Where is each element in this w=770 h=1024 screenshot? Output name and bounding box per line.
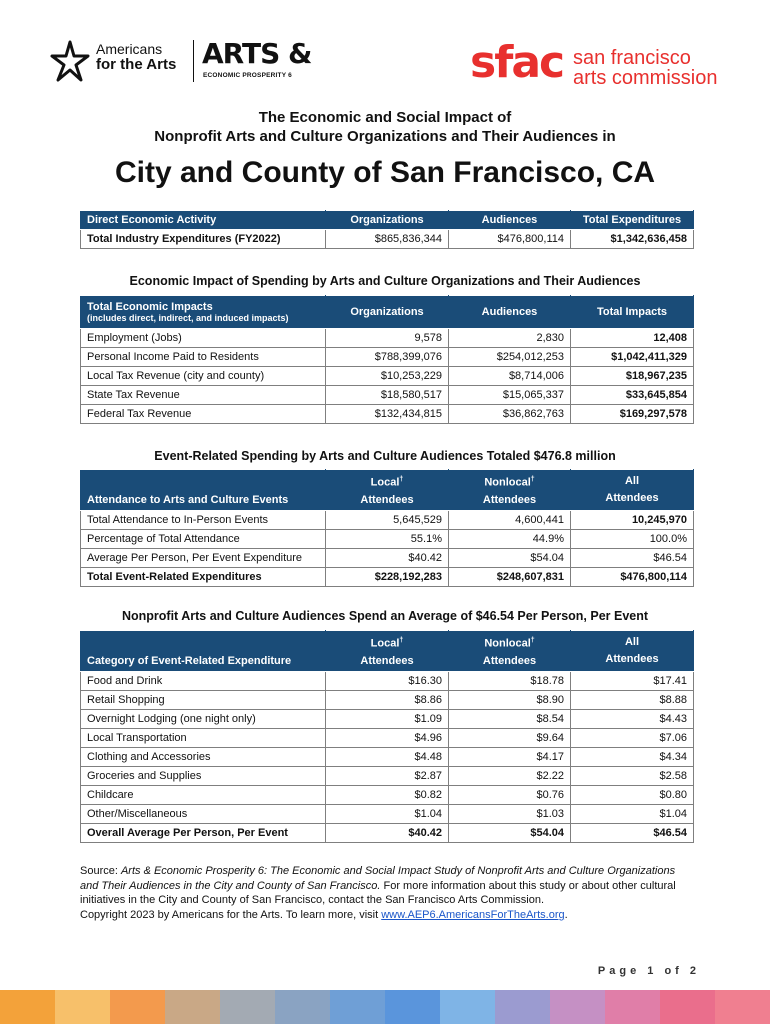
table-cell: Personal Income Paid to Residents: [81, 348, 326, 367]
table-cell: $228,192,283: [326, 568, 449, 587]
decor-tile: [220, 990, 275, 1024]
decor-tile: [550, 990, 605, 1024]
decorative-footer-band: [0, 990, 770, 1024]
decor-tile: [385, 990, 440, 1024]
all-attendees-header: [571, 631, 694, 672]
direct-economic-activity-table: [80, 210, 694, 249]
dagger: †: [399, 637, 404, 645]
table-cell: $33,645,854: [571, 386, 694, 405]
table-cell: $40.42: [326, 549, 449, 568]
table-cell: $1.04: [571, 805, 694, 824]
table-row: [81, 786, 694, 805]
table1-header: Total Expenditures: [571, 211, 694, 230]
table-cell: Clothing and Accessories: [81, 748, 326, 767]
table-cell: $46.54: [571, 549, 694, 568]
afta-line1: Americans: [96, 41, 163, 57]
decor-tile: [605, 990, 660, 1024]
copyright: [80, 909, 690, 921]
table-cell: Federal Tax Revenue: [81, 405, 326, 424]
table-cell: $16.30: [326, 672, 449, 691]
source-note: [80, 864, 690, 908]
header-line: Nonlocal: [484, 637, 531, 650]
table-cell: $476,800,114: [449, 230, 571, 249]
all-attendees-header: [571, 470, 694, 511]
decor-tile: [715, 990, 770, 1024]
table-cell: Retail Shopping: [81, 691, 326, 710]
header-line: Attendees: [482, 654, 537, 667]
table-cell: 2,830: [449, 329, 571, 348]
aep6-link[interactable]: www.AEP6.AmericansForTheArts.org: [381, 909, 565, 921]
decor-tile: [495, 990, 550, 1024]
table-cell: $2.87: [326, 767, 449, 786]
table-cell: $36,862,763: [449, 405, 571, 424]
table-cell: $8.90: [449, 691, 571, 710]
logo-divider: [193, 40, 194, 82]
table-cell: Total Event-Related Expenditures: [81, 568, 326, 587]
table-total-row: [81, 824, 694, 843]
afta-line2: for the Arts: [96, 56, 177, 73]
table-cell: $8.86: [326, 691, 449, 710]
table-cell: $15,065,337: [449, 386, 571, 405]
table-cell: $17.41: [571, 672, 694, 691]
table-cell: $4.48: [326, 748, 449, 767]
header-line: Attendees: [605, 492, 659, 504]
title-line1: The Economic and Social Impact of: [258, 109, 512, 126]
table3-header: Attendance to Arts and Culture Events: [81, 470, 326, 511]
table-cell: 55.1%: [326, 530, 449, 549]
table1-header: Audiences: [449, 211, 571, 230]
location-title: City and County of San Francisco, CA: [114, 156, 656, 189]
dagger: †: [530, 637, 535, 645]
table-cell: Food and Drink: [81, 672, 326, 691]
title-line2: Nonprofit Arts and Culture Organizations and Their Audiences in: [154, 128, 616, 145]
table-cell: $788,399,076: [326, 348, 449, 367]
table-cell: Other/Miscellaneous: [81, 805, 326, 824]
table-cell: Average Per Person, Per Event Expenditure: [81, 549, 326, 568]
table-row: [81, 329, 694, 348]
dagger: †: [530, 476, 535, 484]
table-cell: $1,342,636,458: [571, 230, 694, 249]
table-cell: $4.96: [326, 729, 449, 748]
table2-header: Audiences: [449, 296, 571, 329]
table-cell: 10,245,970: [571, 511, 694, 530]
table-cell: $865,836,344: [326, 230, 449, 249]
table-cell: Total Attendance to In-Person Events: [81, 511, 326, 530]
table-cell: $254,012,253: [449, 348, 571, 367]
decor-tile: [110, 990, 165, 1024]
table-cell: $8.88: [571, 691, 694, 710]
decor-tile: [275, 990, 330, 1024]
sfac-logo: [470, 37, 740, 94]
section-title: Economic Impact of Spending by Arts and Culture Organizations and Their Audiences: [129, 274, 641, 288]
table-cell: 4,600,441: [449, 511, 571, 530]
source-rest: For more information about this study or about other cultural initiatives in the City and County of San Francisco, contact the San Francisco Arts Commission.: [80, 879, 676, 906]
table-cell: Childcare: [81, 786, 326, 805]
decor-tile: [55, 990, 110, 1024]
table-cell: Overnight Lodging (one night only): [81, 710, 326, 729]
event-spending-table: [80, 469, 694, 587]
decor-tile: [440, 990, 495, 1024]
period: .: [564, 909, 568, 921]
table-cell: $248,607,831: [449, 568, 571, 587]
aep6-subtitle: ECONOMIC PROSPERITY 6: [203, 72, 292, 79]
expenditure-category-table: [80, 630, 694, 843]
header-line: All: [624, 475, 640, 487]
table-row: [81, 367, 694, 386]
table-row: [81, 767, 694, 786]
table-cell: $1,042,411,329: [571, 348, 694, 367]
table-cell: $4.34: [571, 748, 694, 767]
table1-header: Organizations: [326, 211, 449, 230]
table-cell: $2.58: [571, 767, 694, 786]
header-line: Nonlocal: [484, 476, 531, 489]
table-row: [81, 511, 694, 530]
table-cell: $8.54: [449, 710, 571, 729]
table-cell: $18,967,235: [571, 367, 694, 386]
decor-tile: [660, 990, 715, 1024]
table-cell: $169,297,578: [571, 405, 694, 424]
table-cell: 44.9%: [449, 530, 571, 549]
local-attendees-header: [326, 631, 449, 672]
section-title: Nonprofit Arts and Culture Audiences Spend an Average of $46.54 Per Person, Per Event: [121, 609, 649, 623]
americans-for-the-arts-logo: [50, 38, 350, 88]
table-cell: $18,580,517: [326, 386, 449, 405]
table-row: [81, 230, 694, 249]
table-cell: 100.0%: [571, 530, 694, 549]
sfac-name-line1: san francisco: [573, 47, 691, 69]
table-cell: $0.76: [449, 786, 571, 805]
header-line: Attendees: [482, 493, 537, 506]
table-row: [81, 748, 694, 767]
table-cell: $476,800,114: [571, 568, 694, 587]
nonlocal-attendees-header: [449, 470, 571, 511]
aep6-logo: ARTS &: [202, 37, 312, 70]
table-cell: $46.54: [571, 824, 694, 843]
table-cell: Employment (Jobs): [81, 329, 326, 348]
table-cell: Groceries and Supplies: [81, 767, 326, 786]
table2-header: Total Impacts: [571, 296, 694, 329]
table-cell: $7.06: [571, 729, 694, 748]
table-cell: $54.04: [449, 824, 571, 843]
header-line: Attendees: [360, 493, 414, 506]
copyright-text: Copyright 2023 by Americans for the Arts. To learn more, visit: [80, 909, 382, 921]
table-cell: $9.64: [449, 729, 571, 748]
header-line: Attendees: [605, 653, 659, 665]
decor-tile: [165, 990, 220, 1024]
table2-header: Organizations: [326, 296, 449, 329]
table-cell: $1.04: [326, 805, 449, 824]
table-row: [81, 729, 694, 748]
table-cell: $2.22: [449, 767, 571, 786]
table2-header: [81, 296, 326, 329]
page-number: Page 1 of 2: [597, 965, 700, 977]
table-cell: $10,253,229: [326, 367, 449, 386]
sfac-name-line2: arts commission: [573, 67, 718, 89]
table-row: [81, 405, 694, 424]
dagger: †: [399, 476, 404, 484]
table-row: [81, 672, 694, 691]
table-cell: $0.82: [326, 786, 449, 805]
table-row: [81, 348, 694, 367]
report-title: [0, 108, 770, 146]
table-cell: $4.17: [449, 748, 571, 767]
nonlocal-attendees-header: [449, 631, 571, 672]
table-cell: $8,714,006: [449, 367, 571, 386]
table-cell: $1.03: [449, 805, 571, 824]
table-row: [81, 691, 694, 710]
table-cell: State Tax Revenue: [81, 386, 326, 405]
table-total-row: [81, 568, 694, 587]
header-line: Attendees: [360, 654, 414, 667]
table-row: [81, 386, 694, 405]
table-cell: 5,645,529: [326, 511, 449, 530]
table-cell: Local Tax Revenue (city and county): [81, 367, 326, 386]
economic-impact-table: [80, 295, 694, 424]
table-row: [81, 530, 694, 549]
table-cell: Overall Average Per Person, Per Event: [81, 824, 326, 843]
table-cell: Local Transportation: [81, 729, 326, 748]
table-cell: 9,578: [326, 329, 449, 348]
table-cell: $54.04: [449, 549, 571, 568]
source-title: Arts & Economic Prosperity 6: The Economic and Social Impact Study of Nonprofit Arts and Culture Organizations and Their Audiences in the City and County of San Francisco.: [80, 865, 676, 892]
source-prefix: Source:: [80, 865, 121, 877]
table-row: [81, 710, 694, 729]
header-line: All: [624, 636, 640, 648]
table-row: [81, 805, 694, 824]
decor-tile: [330, 990, 385, 1024]
header-main: Total Economic Impacts: [87, 301, 213, 313]
local-attendees-header: [326, 470, 449, 511]
table-cell: Percentage of Total Attendance: [81, 530, 326, 549]
table-cell: $1.09: [326, 710, 449, 729]
table4-header: Category of Event-Related Expenditure: [81, 631, 326, 672]
header-line: Local: [370, 637, 400, 650]
table-cell: $4.43: [571, 710, 694, 729]
table-cell: Total Industry Expenditures (FY2022): [81, 230, 326, 249]
table-cell: $18.78: [449, 672, 571, 691]
table-row: [81, 549, 694, 568]
table-cell: 12,408: [571, 329, 694, 348]
table1-header: Direct Economic Activity: [81, 211, 326, 230]
table-cell: $0.80: [571, 786, 694, 805]
header-sub: (includes direct, indirect, and induced impacts): [87, 313, 289, 323]
star-figure-icon: [50, 38, 90, 86]
decor-tile: [0, 990, 55, 1024]
table-cell: $132,434,815: [326, 405, 449, 424]
sfac-mark: sfac: [470, 37, 564, 88]
section-title: Event-Related Spending by Arts and Culture Audiences Totaled $476.8 million: [154, 449, 616, 463]
table-cell: $40.42: [326, 824, 449, 843]
header-line: Local: [370, 476, 400, 489]
